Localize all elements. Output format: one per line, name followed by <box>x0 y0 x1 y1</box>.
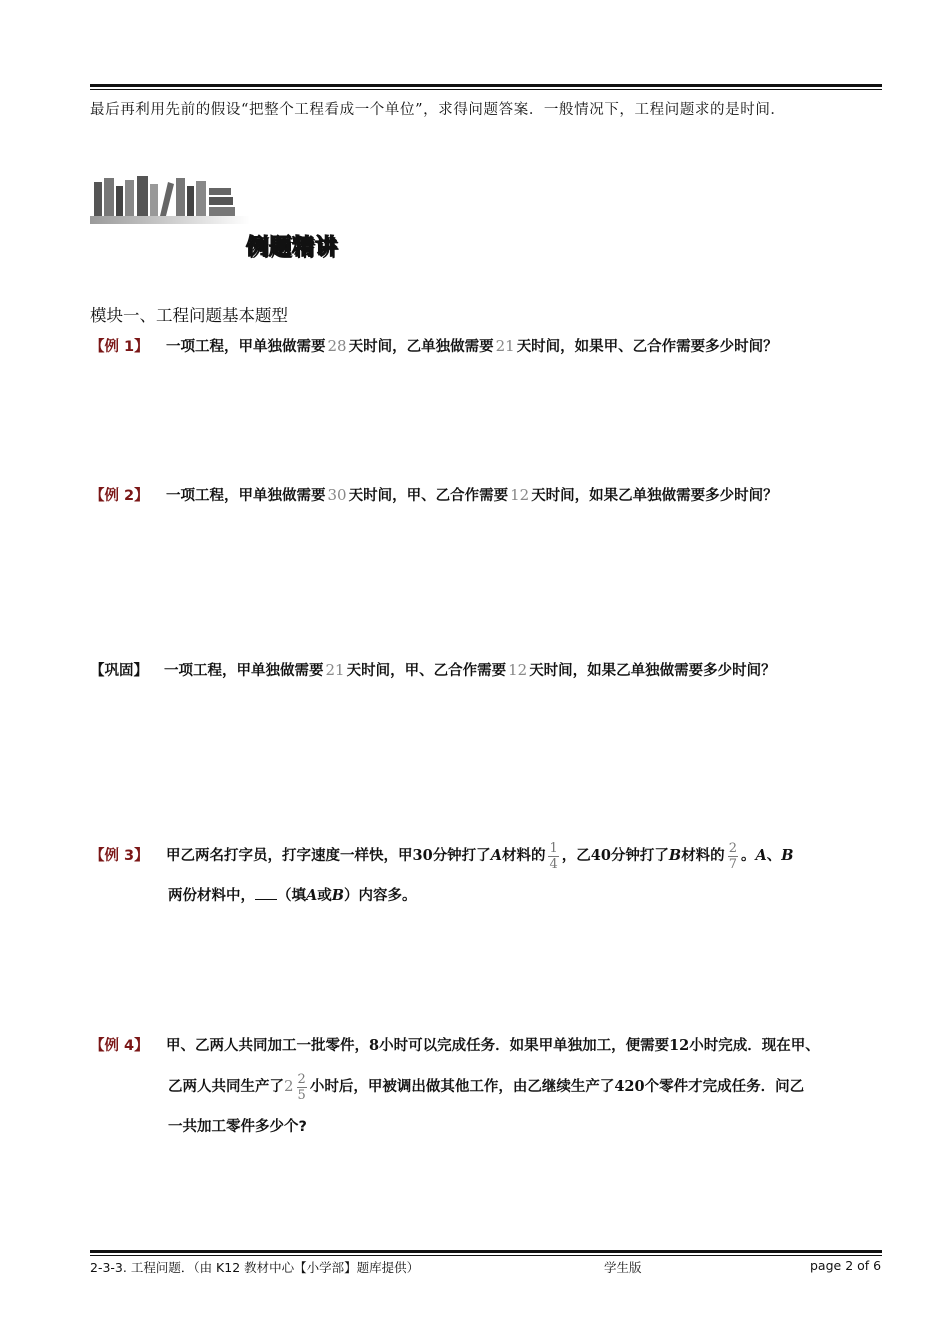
text: 天时间，乙单独做需要 <box>348 339 494 355</box>
variable: A <box>755 847 767 864</box>
practice-tag: 【巩固】 <box>90 663 148 679</box>
text: 天时间，如果甲、乙合作需要多少时间？ <box>516 339 778 355</box>
number: 28 <box>327 337 347 355</box>
text: 乙两人共同生产了 <box>168 1079 284 1095</box>
number: 21 <box>325 661 345 679</box>
text: 材料的 <box>681 848 725 864</box>
example-tag: 【例 4】 <box>90 1038 149 1054</box>
number: 21 <box>495 337 515 355</box>
text: 两份材料中， <box>168 888 255 904</box>
line <box>90 876 890 916</box>
example-4 <box>90 1026 890 1147</box>
fraction: $\frac{1}{4}$ <box>549 840 558 872</box>
number: 40 <box>590 847 611 864</box>
answer-blank[interactable] <box>255 885 277 900</box>
text: 天时间，甲、乙合作需要 <box>348 488 509 504</box>
text: 天时间，甲、乙合作需要 <box>346 663 507 679</box>
text: 甲、乙两人共同加工一批零件， <box>166 1038 369 1054</box>
line: 一共加工零件多少个? <box>168 1119 307 1135</box>
variable: A <box>306 887 318 904</box>
variable: B <box>668 847 682 864</box>
text: 或 <box>317 888 332 904</box>
number: 8 <box>369 1037 380 1054</box>
header-rule <box>90 84 882 90</box>
text: 小时可以完成任务．如果甲单独加工，便需要 <box>379 1038 670 1054</box>
text: 。 <box>740 848 756 864</box>
example-tag: 【例 3】 <box>90 848 149 864</box>
intro-text: 最后再利用先前的假设“把整个工程看成一个单位”，求得问题答案．一般情况下，工程问题求的是时间． <box>90 102 786 118</box>
example-2 <box>90 475 890 516</box>
text: 一项工程，甲单独做需要 <box>166 488 326 504</box>
number: 12 <box>669 1037 690 1054</box>
text: 甲乙两名打字员，打字速度一样快，甲 <box>166 848 413 864</box>
text: 、 <box>766 848 782 864</box>
fraction: $\frac{2}{7}$ <box>728 840 737 872</box>
text: 天时间，如果乙单独做需要多少时间？ <box>529 663 776 679</box>
example-tag: 【例 1】 <box>90 339 149 355</box>
text: 天时间，如果乙单独做需要多少时间？ <box>531 488 778 504</box>
footer-source: 2-3-3. 工程问题．（由 K12 教材中心【小学部】题库提供） <box>90 1260 420 1275</box>
number: 30 <box>327 486 347 504</box>
text: 一项工程，甲单独做需要 <box>164 663 324 679</box>
footer-rule <box>90 1250 882 1256</box>
line <box>90 836 890 876</box>
text: 分钟打了 <box>610 848 669 864</box>
mixed-number-whole: 2 <box>284 1077 294 1095</box>
number: 420 <box>614 1078 645 1095</box>
text: ）内容多。 <box>344 888 417 904</box>
line <box>90 1066 890 1107</box>
number: 12 <box>508 661 528 679</box>
footer-edition: 学生版 <box>604 1260 642 1275</box>
variable: B <box>781 847 794 864</box>
text: 分钟打了 <box>432 848 491 864</box>
text: 个零件才完成任务．问乙 <box>644 1079 805 1095</box>
variable: A <box>490 847 502 864</box>
fraction: $\frac{2}{5}$ <box>297 1071 306 1103</box>
banner-title: 例题精讲 <box>246 235 339 260</box>
practice-problem <box>90 650 890 691</box>
text: 一项工程，甲单独做需要 <box>166 339 326 355</box>
line <box>90 1026 890 1066</box>
variable: B <box>331 887 345 904</box>
number: 30 <box>412 847 433 864</box>
number: 12 <box>510 486 530 504</box>
text: 小时后，甲被调出做其他工作，由乙继续生产了 <box>309 1079 615 1095</box>
text: ，乙 <box>561 848 591 864</box>
footer-page-number: page 2 of 6 <box>810 1258 882 1273</box>
module-heading: 模块一、工程问题基本题型 <box>90 306 288 325</box>
text: （填 <box>277 888 306 904</box>
text: 小时完成．现在甲、 <box>689 1038 820 1054</box>
example-3 <box>90 836 890 916</box>
example-tag: 【例 2】 <box>90 488 149 504</box>
example-1 <box>90 326 890 367</box>
text: 材料的 <box>501 848 546 864</box>
